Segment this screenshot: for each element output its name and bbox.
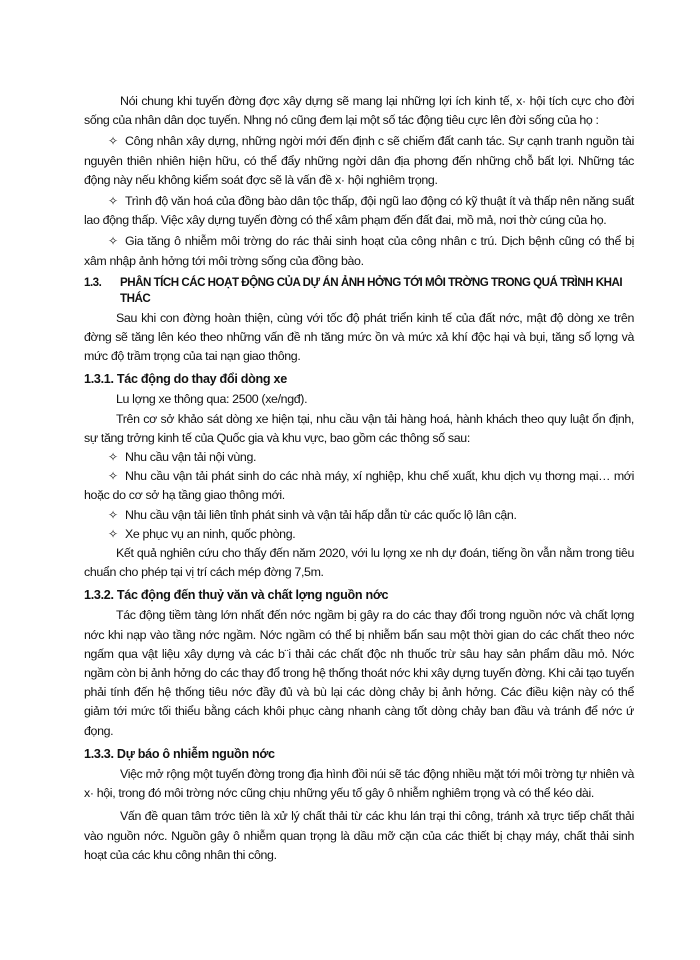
diamond-bullet-icon: ✧ <box>108 134 118 149</box>
demand-list-item: ✧ Nhu cầu vận tải phát sinh do các nhà máy, xí nghiệp, khu chế xuất, khu dịch vụ thơng mại… mới hoặc do cơ sở hạ tầng giao thông mới. <box>84 469 634 503</box>
demand-list-item: ✧ Nhu cầu vận tải nội vùng. <box>84 448 634 467</box>
heading-1-3-3: 1.3.3. Dự báo ô nhiễm nguồn nớc <box>84 746 275 761</box>
heading-1-3-1: 1.3.1. Tác động do thay đổi dòng xe <box>84 372 287 387</box>
section-1-3-body: Sau khi con đờng hoàn thiện, cùng với tốc độ phát triển kinh tế của đất nớc, mật độ dòng xe trên đờng sẽ tăng lên kéo theo những vấn đề nh tăng mức ồn và mức xả khí độc hại và bụi, tăng số lợng và mức độ trầm trọng của tai nạn giao thông. <box>84 310 634 364</box>
diamond-bullet-icon: ✧ <box>108 450 118 465</box>
section-1-3-2-body: Tác động tiềm tàng lớn nhất đến nớc ngầm bị gây ra do các thay đổi trong nguồn nớc và chất lợng nớc khi nạp vào tầng nớc ngầm. Nớc ngầm có thể bị nhiễm bẩn sau một thời gian do các chất theo nớc ngấm qua vật liệu xây dựng và các b¨i thải các chất độc nh thuốc trừ sâu hay sản phẩm dầu mỏ. Nớc ngầm còn bị ảnh hởng do các thay đổ trong hệ thống thoát nớc khi xây dựng tuyến đờng. Khi cải tạo tuyến phải tính đến hệ thống tiêu nớc đầy đủ và bù lại các dòng chảy bị ảnh hởng. Các điều kiện này có thể giảm tới mức tối thiểu bằng cách khôi phục càng nhanh càng tốt dòng chảy ban đầu và tránh để nớc ứ đọng. <box>84 608 634 738</box>
section-1-3-3-body-1: Việc mở rộng một tuyến đờng trong địa hình đồi núi sẽ tác động nhiều mặt tới môi trờng tự nhiên và x· hội, trong đó môi trờng nớc cũng chịu những yếu tố gây ô nhiễm nghiêm trọng và có thể kéo dài. <box>84 766 634 801</box>
section-heading-1-3 <box>84 275 634 307</box>
section-1-3-3-body-2: Vấn đề quan tâm trớc tiên là xử lý chất thải từ các khu lán trại thi công, tránh xả trực tiếp chất thải vào nguồn nớc. Nguồn gây ô nhiễm quan trọng là dầu mỡ cặn của các thiết bị chạy máy, chất thải sinh hoạt của các khu công nhân thi công. <box>84 809 634 862</box>
diamond-bullet-icon: ✧ <box>108 526 118 541</box>
impact-bullet: ✧ Công nhân xây dựng, những ngời mới đến định c sẽ chiếm đất canh tác. Sự cạnh tranh nguồn tài nguyên thiên nhiên hiện hữu, có thể đẩy những ngời dân địa phơng đến những chỗ bất lợi. Những tác động này nếu không kiểm soát đợc sẽ là vấn đề x· hội nghiêm trọng. <box>84 134 634 187</box>
heading-1-3-2: 1.3.2. Tác động đến thuỷ văn và chất lợng nguồn nớc <box>84 588 389 603</box>
demand-list-item: ✧ Xe phục vụ an ninh, quốc phòng. <box>84 525 634 544</box>
noise-result-paragraph: Kết quả nghiên cứu cho thấy đến năm 2020, với lu lợng xe nh dự đoán, tiếng ồn vẫn nằm trong tiêu chuẩn cho phép tại vị trí cách mép đờng 7,5m. <box>84 546 634 580</box>
impact-bullet: ✧ Trình độ văn hoá của đồng bào dân tộc thấp, đội ngũ lao động có kỹ thuật ít và thấp nên năng suất lao động thấp. Việc xây dựng tuyến đờng có thể xâm phạm đến đất đai, mồ mả, nơi thờ cúng của họ. <box>84 194 634 228</box>
intro-paragraph: Nói chung khi tuyến đờng đợc xây dựng sẽ mang lại những lợi ích kinh tế, x· hội tích cực cho đời sống của nhân dân dọc tuyến. Nhng nó cũng đem lại một số tác động tiêu cực lên đời sống của họ : <box>84 94 634 128</box>
diamond-bullet-icon: ✧ <box>108 234 118 249</box>
demand-list-item: ✧ Nhu cầu vận tải liên tỉnh phát sinh và vận tải hấp dẫn từ các quốc lộ lân cận. <box>84 506 634 525</box>
survey-paragraph: Trên cơ sở khảo sát dòng xe hiện tại, nhu cầu vận tải hàng hoá, hành khách theo quy luật ổn định, sự tăng trởng kinh tế của Quốc gia và khu vực, bao gồm các thông số sau: <box>84 411 634 445</box>
diamond-bullet-icon: ✧ <box>108 507 118 522</box>
diamond-bullet-icon: ✧ <box>108 194 118 209</box>
section-title: PHÂN TÍCH CÁC HOẠT ĐỘNG CỦA DỰ ÁN ẢNH HỞNG TỚI MÔI TRỜNG TRONG QUÁ TRÌNH KHAI THÁC <box>120 275 623 305</box>
section-number: 1.3. <box>84 275 102 289</box>
impact-bullet: ✧ Gia tăng ô nhiễm môi trờng do rác thải sinh hoạt của công nhân c trú. Dịch bệnh cũng có thể bị xâm nhập ảnh hởng tới môi trờng sống của đồng bào. <box>84 234 634 268</box>
diamond-bullet-icon: ✧ <box>108 469 118 484</box>
document-body <box>84 92 634 865</box>
traffic-flow-text: Lu lợng xe thông qua: 2500 (xe/ngđ). <box>116 392 308 407</box>
